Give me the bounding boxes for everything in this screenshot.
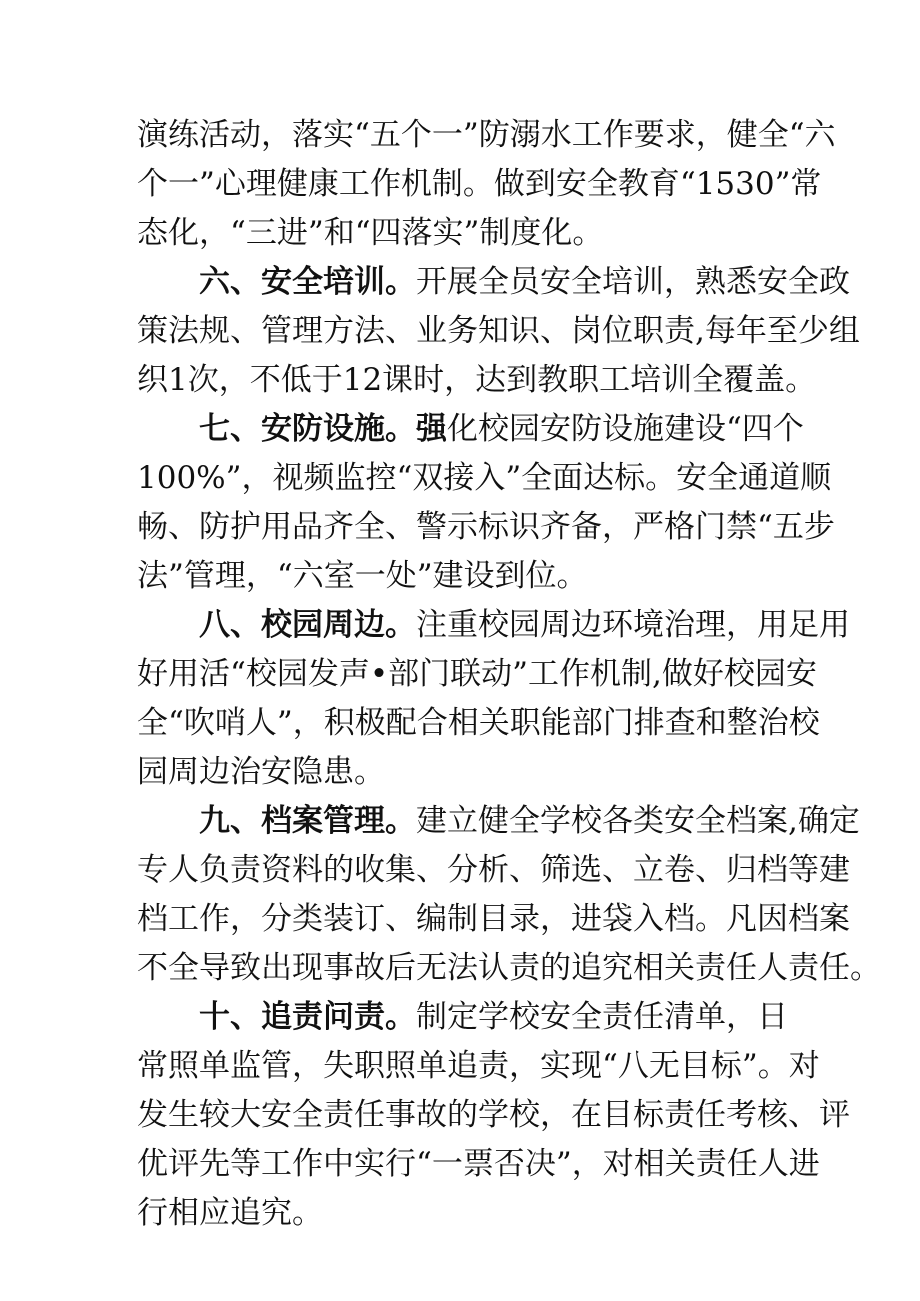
text-line: 好用活“校园发声•部门联动”工作机制,做好校园安 — [137, 656, 817, 692]
section-text: 化校园安防设施建设“四个 — [447, 411, 804, 447]
text-line — [137, 797, 860, 846]
section-heading: 七、安防设施。强 — [199, 411, 447, 447]
section-accountability — [137, 993, 850, 1238]
text-line — [137, 258, 850, 307]
text-line: 个一”心理健康工作机制。做到安全教育“1530”常 — [137, 166, 822, 202]
section-heading: 十、追责问责。 — [199, 999, 416, 1035]
text-line — [137, 993, 802, 1042]
text-line: 策法规、管理方法、业务知识、岗位职责,每年至少组 — [137, 313, 860, 349]
text-line: 织1次，不低于12课时，达到教职工培训全覆盖。 — [137, 362, 817, 398]
text-line: 演练活动，落实“五个一”防溺水工作要求，健全“六 — [137, 117, 836, 153]
section-heading: 九、档案管理。 — [199, 803, 416, 839]
section-campus-surroundings — [137, 601, 850, 797]
section-text: 开展全员安全培训，熟悉安全政 — [416, 264, 850, 300]
text-line: 100%”，视频监控“双接入”全面达标。安全通道顺 — [137, 460, 832, 496]
section-text: 建立健全学校各类安全档案,确定 — [416, 803, 860, 839]
section-training — [137, 258, 860, 405]
section-text: 制定学校安全责任清单，日 — [416, 999, 788, 1035]
text-line — [137, 405, 802, 454]
text-line: 发生较大安全责任事故的学校，在目标责任考核、评 — [137, 1097, 850, 1133]
section-archive-management — [137, 797, 881, 993]
text-line: 法”管理，“六室一处”建设到位。 — [137, 558, 588, 594]
document-body — [137, 111, 881, 1238]
text-line: 优评先等工作中实行“一票否决”，对相关责任人进 — [137, 1146, 820, 1182]
section-heading: 六、安全培训。 — [199, 264, 416, 300]
paragraph-continuation — [137, 111, 836, 258]
text-line: 全“吹哨人”，积极配合相关职能部门排查和整治校 — [137, 705, 820, 741]
section-text: 注重校园周边环境治理，用足用 — [416, 607, 850, 643]
section-security-facilities — [137, 405, 835, 601]
text-line — [137, 601, 850, 650]
text-line: 专人负责资料的收集、分析、筛选、立卷、归档等建 — [137, 852, 850, 888]
text-line: 档工作，分类装订、编制目录，进袋入档。凡因档案 — [137, 901, 850, 937]
section-heading: 八、校园周边。 — [199, 607, 416, 643]
text-line: 行相应追究。 — [137, 1195, 323, 1231]
text-line: 园周边治安隐患。 — [137, 754, 385, 790]
text-line: 常照单监管，失职照单追责，实现“八无目标”。对 — [137, 1048, 820, 1084]
text-line: 畅、防护用品齐全、警示标识齐备，严格门禁“五步 — [137, 509, 835, 545]
text-line: 不全导致出现事故后无法认责的追究相关责任人责任。 — [137, 950, 881, 986]
text-line: 态化，“三进”和“四落实”制度化。 — [137, 215, 604, 251]
